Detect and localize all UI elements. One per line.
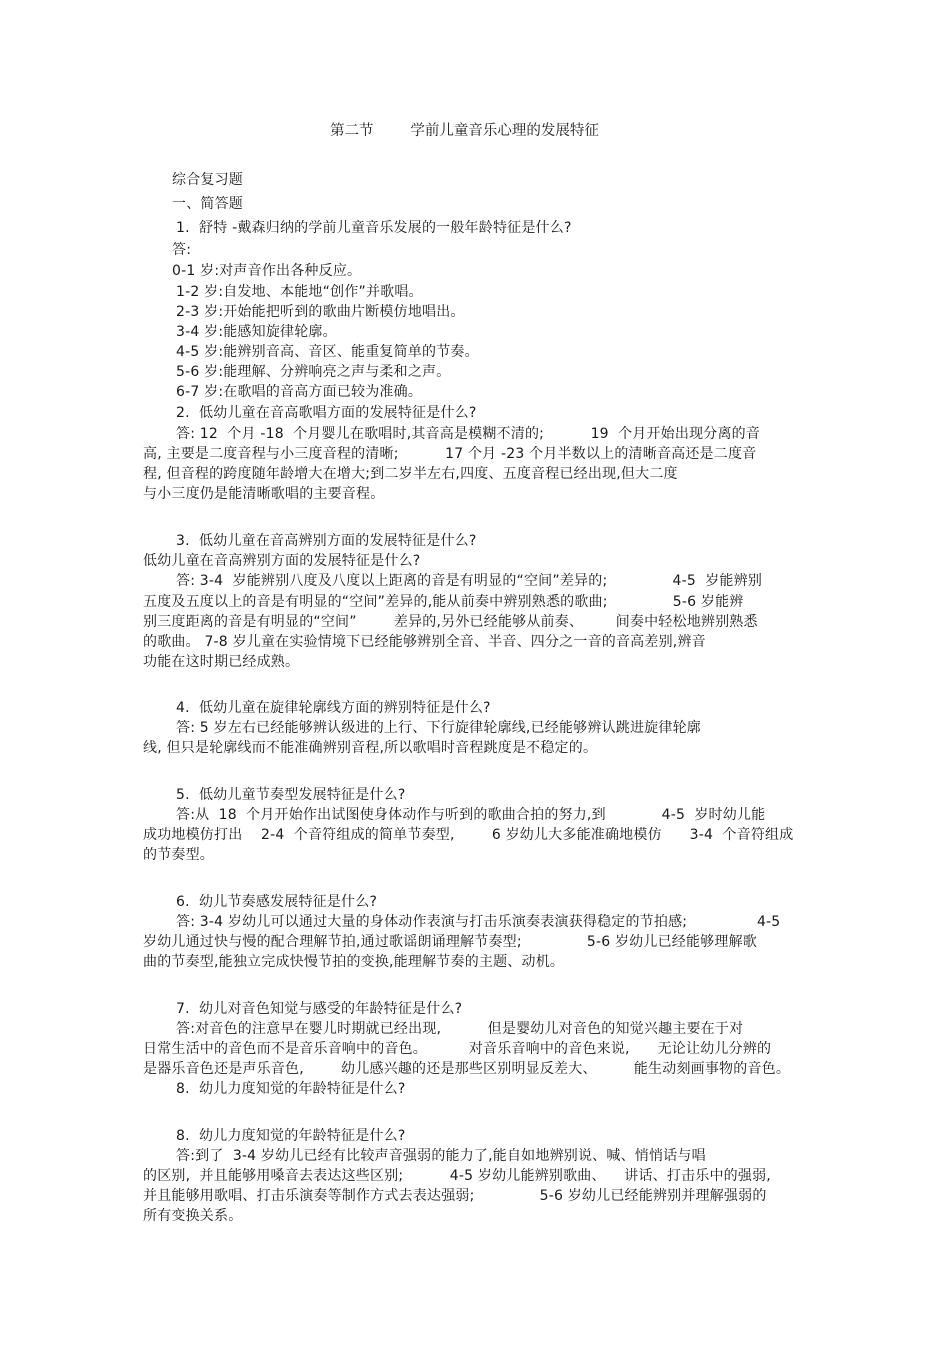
page-title: 第二节 学前儿童音乐心理的发展特征 xyxy=(330,123,599,139)
answer-line: 岁幼儿通过快与慢的配合理解节拍,通过歌谣朗诵理解节奏型; 5-6 岁幼儿已经能够理解歌 xyxy=(143,934,757,950)
question-4: 4. 低幼儿童在旋律轮廓线方面的辨别特征是什么? xyxy=(176,700,491,716)
answer-label: 答: xyxy=(172,242,192,258)
question-8-duplicate: 8. 幼儿力度知觉的年龄特征是什么? xyxy=(176,1081,406,1097)
section-heading: 一、简答题 xyxy=(172,196,243,212)
question-8: 8. 幼儿力度知觉的年龄特征是什么? xyxy=(176,1128,406,1144)
answer-line: 答: 5 岁左右已经能够辨认级进的上行、下行旋律轮廓线,已经能够辨认跳进旋律轮廓 xyxy=(176,720,701,736)
answer-line: 别三度距离的音是有明显的“空间” 差异的,另外已经能够从前奏、 间奏中轻松地辨别熟悉 xyxy=(143,614,758,630)
answer-line: 答:从 18 个月开始作出试图使身体动作与听到的歌曲合拍的努力,到 4-5 岁时幼儿能 xyxy=(176,807,766,823)
question-1: 1. 舒特 -戴森归纳的学前儿童音乐发展的一般年龄特征是什么? xyxy=(176,220,572,236)
answer-line: 线, 但只是轮廓线而不能准确辨别音程,所以歌唱时音程跳度是不稳定的。 xyxy=(143,740,598,756)
answer-line: 程, 但音程的跨度随年龄增大在增大;到二岁半左右,四度、五度音程已经出现,但大二度 xyxy=(143,466,678,482)
answer-line: 答:对音色的注意早在婴儿时期就已经出现, 但是婴幼儿对音色的知觉兴趣主要在于对 xyxy=(176,1021,744,1037)
answer-line: 3-4 岁:能感知旋律轮廓。 xyxy=(176,324,337,340)
question-2: 2. 低幼儿童在音高歌唱方面的发展特征是什么? xyxy=(176,405,477,421)
answer-line: 的节奏型。 xyxy=(143,847,214,863)
answer-line: 答: 3-4 岁幼儿可以通过大量的身体动作表演与打击乐演奏表演获得稳定的节拍感; 4-5 xyxy=(176,914,781,930)
answer-line: 答: 12 个月 -18 个月婴儿在歌唱时,其音高是模糊不清的; 19 个月开始出现分离的音 xyxy=(176,426,761,442)
answer-line: 0-1 岁:对声音作出各种反应。 xyxy=(172,263,362,279)
answer-line: 6-7 岁:在歌唱的音高方面已较为准确。 xyxy=(176,384,423,400)
subtitle: 综合复习题 xyxy=(172,172,243,188)
answer-line: 的歌曲。 7-8 岁儿童在实验情境下已经能够辨别全音、半音、四分之一音的音高差别,辨音 xyxy=(143,634,706,650)
answer-line: 并且能够用歌唱、打击乐演奏等制作方式去表达强弱; 5-6 岁幼儿已经能辨别并理解强弱的 xyxy=(143,1188,767,1204)
answer-line: 低幼儿童在音高辨别方面的发展特征是什么? xyxy=(143,553,421,569)
answer-line: 功能在这时期已经成熟。 xyxy=(143,654,300,670)
answer-line: 5-6 岁:能理解、分辨响亮之声与柔和之声。 xyxy=(176,364,451,380)
answer-line: 2-3 岁:开始能把听到的歌曲片断模仿地唱出。 xyxy=(176,304,465,320)
answer-line: 1-2 岁:自发地、本能地“创作”并歌唱。 xyxy=(176,284,423,300)
question-3: 3. 低幼儿童在音高辨别方面的发展特征是什么? xyxy=(176,533,477,549)
answer-line: 与小三度仍是能清晰歌唱的主要音程。 xyxy=(143,486,385,502)
answer-line: 五度及五度以上的音是有明显的“空间”差异的,能从前奏中辨别熟悉的歌曲; 5-6 岁能辨 xyxy=(143,594,744,610)
answer-line: 所有变换关系。 xyxy=(143,1208,243,1224)
answer-line: 答: 3-4 岁能辨别八度及八度以上距离的音是有明显的“空间”差异的; 4-5 岁能辨别 xyxy=(176,573,763,589)
answer-line: 是器乐音色还是声乐音色, 幼儿感兴趣的还是那些区别明显反差大、 能生动刻画事物的音色。 xyxy=(143,1061,791,1077)
answer-line: 4-5 岁:能辨别音高、音区、能重复简单的节奏。 xyxy=(176,344,479,360)
question-5: 5. 低幼儿童节奏型发展特征是什么? xyxy=(176,787,406,803)
answer-line: 日常生活中的音色而不是音乐音响中的音色。 对音乐音响中的音色来说, 无论让幼儿分辨的 xyxy=(143,1041,772,1057)
answer-line: 的区别, 并且能够用嗓音去表达这些区别; 4-5 岁幼儿能辨别歌曲、 讲话、打击乐中的强弱, xyxy=(143,1168,771,1184)
question-6: 6. 幼儿节奏感发展特征是什么? xyxy=(176,894,378,910)
answer-line: 曲的节奏型,能独立完成快慢节拍的变换,能理解节奏的主题、动机。 xyxy=(143,954,565,970)
answer-line: 答:到了 3-4 岁幼儿已经有比较声音强弱的能力了,能自如地辨别说、喊、悄悄话与唱 xyxy=(176,1148,706,1164)
answer-line: 高, 主要是二度音程与小三度音程的清晰; 17 个月 -23 个月半数以上的清晰音高还是二度音 xyxy=(143,446,757,462)
question-7: 7. 幼儿对音色知觉与感受的年龄特征是什么? xyxy=(176,1001,463,1017)
answer-line: 成功地模仿打出 2-4 个音符组成的简单节奏型, 6 岁幼儿大多能准确地模仿 3-4 个音符组成 xyxy=(143,827,794,843)
